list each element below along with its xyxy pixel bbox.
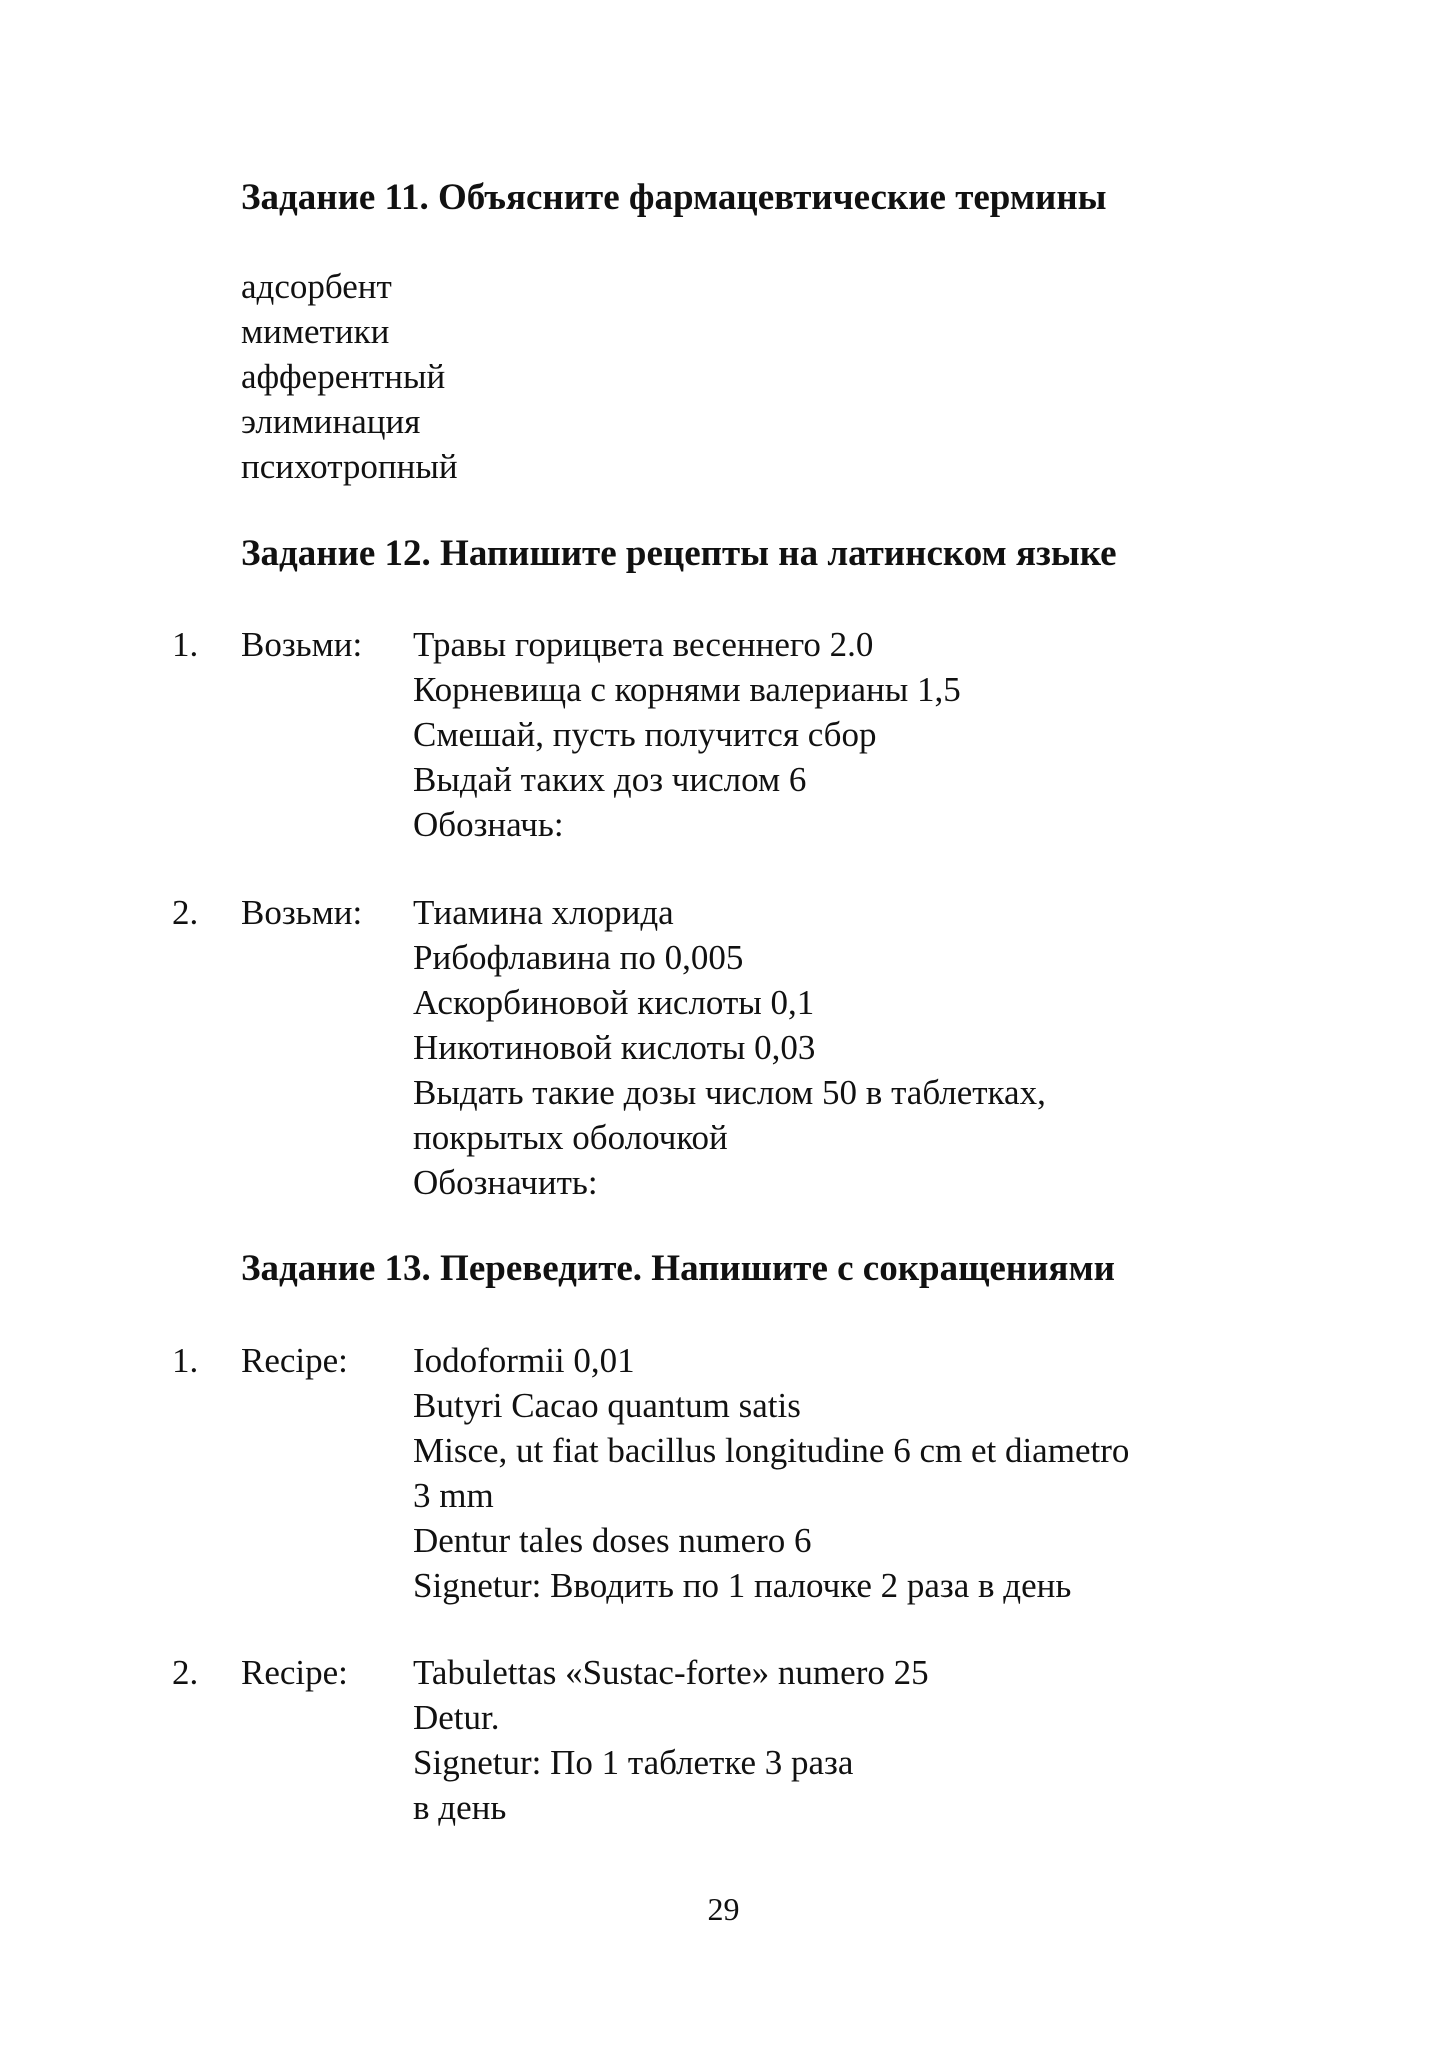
prescription-line: Signetur: Вводить по 1 палочке 2 раза в день (413, 1566, 1072, 1605)
term-item: миметики (241, 312, 390, 351)
prescription-lines (413, 890, 1322, 1205)
prescription-line: Tabulettas «Sustac-forte» numero 25 (413, 1653, 929, 1692)
term-item: элиминация (241, 402, 421, 441)
prescription-line: покрытых оболочкой (413, 1118, 728, 1157)
prescription-line: Misce, ut fiat bacillus longitudine 6 cm et diametro (413, 1431, 1130, 1470)
task-12-prescription-2 (172, 890, 1322, 1205)
prescription-line: Смешай, пусть получится сбор (413, 715, 877, 754)
prescription-line: Iodoformii 0,01 (413, 1341, 635, 1380)
prescription-line: Тиамина хлорида (413, 893, 674, 932)
item-lead-word: Recipe: (241, 1341, 348, 1380)
prescription-line: Выдай таких доз числом 6 (413, 760, 807, 799)
prescription-lines (413, 622, 1322, 847)
item-number: 1. (172, 1341, 199, 1380)
task-11-term-list (241, 264, 458, 489)
task-13-prescription-1 (172, 1338, 1322, 1608)
task-11-heading: Задание 11. Объясните фармацевтические термины (241, 177, 1107, 218)
prescription-line: Обозначь: (413, 805, 564, 844)
prescription-line: Травы горицвета весеннего 2.0 (413, 625, 874, 664)
page-number: 29 (707, 1891, 740, 1927)
prescription-line: Рибофлавина по 0,005 (413, 938, 744, 977)
task-12-heading: Задание 12. Напишите рецепты на латинском языке (241, 533, 1117, 574)
prescription-lines (413, 1338, 1322, 1608)
prescription-line: 3 mm (413, 1476, 494, 1515)
task-13-heading: Задание 13. Переведите. Напишите с сокращениями (241, 1248, 1115, 1289)
item-number: 2. (172, 893, 199, 932)
item-lead-word: Возьми: (241, 625, 363, 664)
task-12-prescription-1 (172, 622, 1322, 847)
item-lead-word: Возьми: (241, 893, 363, 932)
term-item: психотропный (241, 447, 458, 486)
prescription-line: Dentur tales doses numero 6 (413, 1521, 812, 1560)
prescription-line: Корневища с корнями валерианы 1,5 (413, 670, 961, 709)
prescription-line: в день (413, 1788, 507, 1827)
term-item: афферентный (241, 357, 446, 396)
prescription-line: Butyri Cacao quantum satis (413, 1386, 801, 1425)
prescription-line: Signetur: По 1 таблетке 3 раза (413, 1743, 854, 1782)
task-13-prescription-2 (172, 1650, 1322, 1830)
item-lead-word: Recipe: (241, 1653, 348, 1692)
prescription-line: Выдать такие дозы числом 50 в таблетках, (413, 1073, 1046, 1112)
item-number: 2. (172, 1653, 199, 1692)
prescription-line: Аскорбиновой кислоты 0,1 (413, 983, 815, 1022)
prescription-line: Обозначить: (413, 1163, 598, 1202)
prescription-line: Detur. (413, 1698, 500, 1737)
prescription-lines (413, 1650, 1322, 1830)
term-item: адсорбент (241, 267, 392, 306)
item-number: 1. (172, 625, 199, 664)
prescription-line: Никотиновой кислоты 0,03 (413, 1028, 816, 1067)
